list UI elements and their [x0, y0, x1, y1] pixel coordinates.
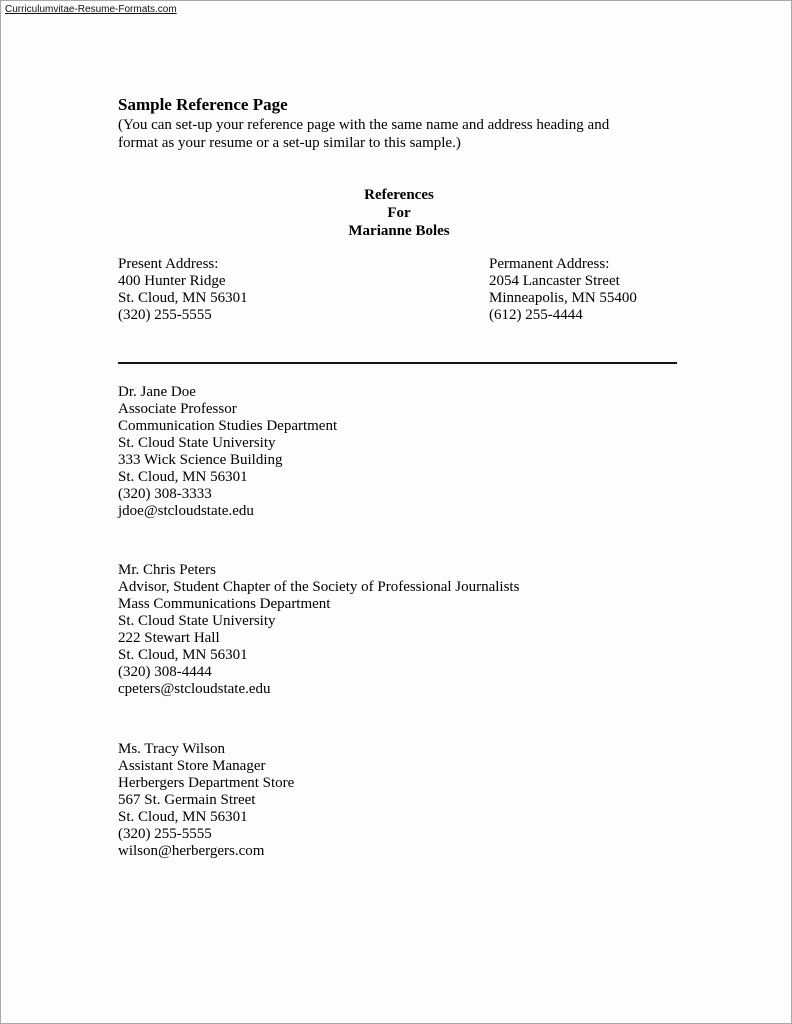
horizontal-divider [118, 362, 677, 364]
references-for: For [387, 205, 411, 221]
address-columns [118, 256, 680, 324]
references-title: References [364, 187, 434, 203]
reference-email: wilson@herbergers.com [118, 843, 265, 859]
reference-title: Assistant Store Manager [118, 758, 266, 774]
intro-note-line-2: format as your resume or a set-up similar to this sample.) [118, 135, 461, 151]
reference-email: cpeters@stcloudstate.edu [118, 681, 271, 697]
reference-phone: (320) 308-3333 [118, 486, 212, 502]
reference-entry-3 [118, 741, 680, 860]
permanent-address-label: Permanent Address: [489, 256, 610, 272]
reference-street: 222 Stewart Hall [118, 630, 220, 646]
site-watermark: Curriculumvitae-Resume-Formats.com [5, 4, 177, 15]
reference-entry-1 [118, 384, 680, 520]
reference-city: St. Cloud, MN 56301 [118, 469, 248, 485]
reference-department: Communication Studies Department [118, 418, 338, 434]
reference-department: Mass Communications Department [118, 596, 331, 612]
reference-phone: (320) 308-4444 [118, 664, 212, 680]
present-address-city: St. Cloud, MN 56301 [118, 290, 248, 306]
reference-title: Advisor, Student Chapter of the Society of Professional Journalists [118, 579, 520, 595]
reference-street: 333 Wick Science Building [118, 452, 283, 468]
permanent-address-phone: (612) 255-4444 [489, 307, 583, 323]
present-address-block [118, 256, 248, 324]
reference-name: Mr. Chris Peters [118, 562, 216, 578]
reference-organization: St. Cloud State University [118, 435, 276, 451]
references-title-block [118, 186, 680, 240]
reference-name: Ms. Tracy Wilson [118, 741, 226, 757]
reference-email: jdoe@stcloudstate.edu [118, 503, 254, 519]
reference-city: St. Cloud, MN 56301 [118, 809, 248, 825]
reference-phone: (320) 255-5555 [118, 826, 212, 842]
document-content [118, 1, 680, 860]
present-address-label: Present Address: [118, 256, 219, 272]
present-address-street: 400 Hunter Ridge [118, 273, 226, 289]
permanent-address-city: Minneapolis, MN 55400 [489, 290, 637, 306]
reference-organization: St. Cloud State University [118, 613, 276, 629]
reference-organization: Herbergers Department Store [118, 775, 295, 791]
permanent-address-street: 2054 Lancaster Street [489, 273, 620, 289]
reference-name: Dr. Jane Doe [118, 384, 196, 400]
references-person-name: Marianne Boles [348, 223, 450, 239]
reference-street: 567 St. Germain Street [118, 792, 256, 808]
present-address-phone: (320) 255-5555 [118, 307, 212, 323]
reference-title: Associate Professor [118, 401, 237, 417]
intro-note-line-1: (You can set-up your reference page with the same name and address heading and [118, 117, 610, 133]
permanent-address-block [489, 256, 637, 324]
reference-city: St. Cloud, MN 56301 [118, 647, 248, 663]
page-title: Sample Reference Page [118, 95, 288, 114]
reference-entry-2 [118, 562, 680, 698]
